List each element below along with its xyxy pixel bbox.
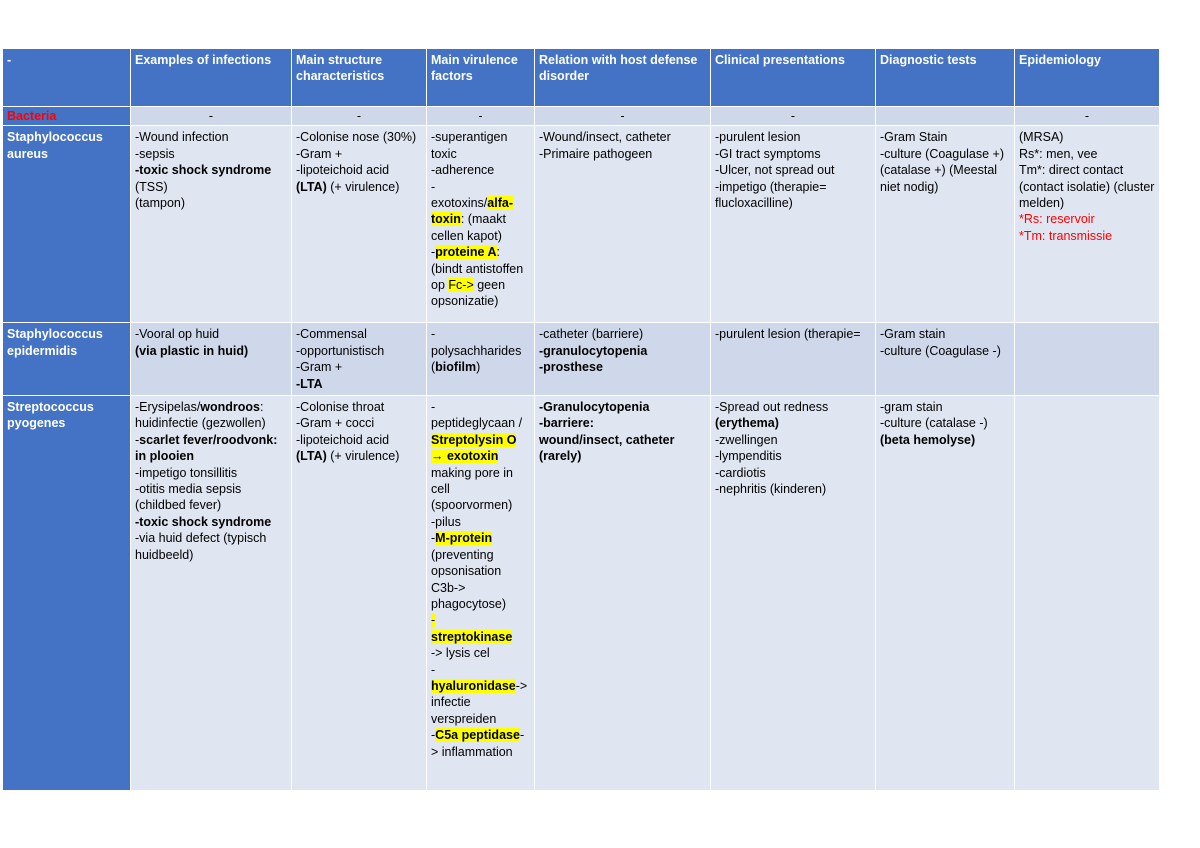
cell-line [715, 146, 871, 162]
cell-text: -gram stain [880, 400, 943, 415]
category-label: Bacteria [3, 107, 131, 126]
cell-text: (preventing opsonisation C3b-> phagocytose) [431, 547, 507, 611]
cell-text: -cardiotis [715, 465, 766, 480]
cell-clinical [711, 396, 876, 791]
cell-line [431, 514, 530, 530]
cell-text: - [431, 662, 436, 677]
cell-text: -impetigo tonsillitis [135, 465, 238, 480]
cell-text: (tampon) [135, 196, 186, 211]
cell-text: -lipoteichoid acid [296, 432, 390, 447]
cell-line [431, 612, 530, 628]
cell-text: -Ulcer, not spread out [715, 163, 835, 178]
cell-text: (+ virulence) [326, 449, 400, 464]
cell-text: scarlet fever/roodvonk: in plooien [135, 432, 278, 464]
highlighted-text: streptokinase [431, 629, 513, 644]
cell-text: -pilus [431, 514, 461, 529]
organism-name: Staphylococcus epidermidis [3, 323, 131, 396]
header-diagnostic: Diagnostic tests [876, 49, 1015, 107]
cell-text: - [431, 245, 436, 260]
cell-text: -> inflammation [431, 728, 525, 759]
cell-line [1019, 228, 1155, 244]
cell-text: (via plastic in huid) [135, 343, 249, 358]
cell-text: -Wound/insect, catheter [539, 130, 671, 145]
cell-line [431, 727, 530, 760]
cell-line [880, 326, 1010, 342]
cell-host-defense [535, 126, 711, 323]
cell-line [135, 432, 287, 465]
category-cell [876, 107, 1015, 126]
cell-line [296, 162, 422, 195]
cell-virulence [427, 396, 535, 791]
cell-text: - [135, 432, 140, 447]
cell-line [431, 129, 530, 162]
highlighted-text: hyaluronidase [431, 678, 516, 693]
cell-line [431, 326, 530, 342]
category-cell: - [131, 107, 292, 126]
cell-text: (LTA) [296, 449, 327, 464]
cell-line [539, 326, 706, 342]
cell-text: -Erysipelas/ [135, 400, 201, 415]
cell-line [135, 129, 287, 145]
header-row [3, 49, 1160, 107]
cell-text: -culture (Coagulase +) (catalase +) (Meestal niet nodig) [880, 146, 1005, 194]
cell-text: -prosthese [539, 360, 603, 375]
cell-text: -adherence [431, 163, 495, 178]
cell-text: -barriere: [539, 416, 594, 431]
cell-text: -Gram + [296, 360, 343, 375]
cell-text: -culture (catalase -) [880, 416, 988, 431]
cell-line [880, 432, 1010, 448]
cell-text: -toxic shock syndrome [135, 163, 272, 178]
cell-line [715, 129, 871, 145]
cell-epidemiology [1015, 323, 1160, 396]
header-structure: Main structure characteristics [292, 49, 427, 107]
cell-line [296, 343, 422, 359]
cell-text: (LTA) [296, 179, 327, 194]
cell-text: -Colonise throat [296, 400, 385, 415]
cell-examples [131, 323, 292, 396]
cell-line [715, 399, 871, 432]
cell-line [1019, 211, 1155, 227]
cell-text: peptideglycaan / [431, 416, 523, 431]
cell-text: - [431, 531, 436, 546]
cell-text: -lipoteichoid acid [296, 163, 390, 178]
cell-line [880, 399, 1010, 415]
table-row [3, 323, 1160, 396]
cell-line [1019, 146, 1155, 162]
cell-line [431, 432, 530, 514]
cell-line [431, 399, 530, 415]
cell-line [539, 146, 706, 162]
cell-epidemiology [1015, 396, 1160, 791]
cell-text: Tm*: direct contact (contact isolatie) (cluster melden) [1019, 163, 1155, 211]
cell-line [880, 415, 1010, 431]
cell-text: ) [476, 360, 481, 375]
cell-text: -lympenditis [715, 449, 782, 464]
cell-text: -impetigo (therapie= flucloxacilline) [715, 179, 827, 211]
cell-line [135, 162, 287, 195]
cell-text: -purulent lesion (therapie= [715, 327, 861, 342]
cell-text: (+ virulence) [326, 179, 400, 194]
cell-examples [131, 396, 292, 791]
cell-text: -> lysis cel [431, 646, 490, 661]
cell-line [296, 376, 422, 392]
cell-text: -catheter (barriere) [539, 327, 644, 342]
category-cell: - [535, 107, 711, 126]
cell-text: (erythema) [715, 416, 779, 431]
cell-text: wound/insect, catheter (rarely) [539, 432, 675, 464]
cell-text: - [431, 179, 436, 194]
cell-line [135, 343, 287, 359]
cell-line [431, 415, 530, 431]
cell-text: -Gram stain [880, 327, 946, 342]
cell-clinical [711, 323, 876, 396]
cell-text: : huidinfectie (gezwollen) [135, 400, 266, 431]
cell-line [539, 415, 706, 431]
cell-line [1019, 162, 1155, 211]
cell-text: ( [431, 360, 436, 375]
cell-line [135, 146, 287, 162]
cell-text: -Gram Stain [880, 130, 948, 145]
cell-line [715, 432, 871, 448]
table-row [3, 126, 1160, 323]
cell-line [539, 359, 706, 375]
cell-text: : (maakt cellen kapot) [431, 212, 507, 243]
category-cell: - [711, 107, 876, 126]
cell-text: Rs*: men, vee [1019, 146, 1098, 161]
cell-line [135, 465, 287, 481]
cell-text: -Granulocytopenia [539, 400, 650, 415]
cell-text: *Rs: reservoir [1019, 212, 1095, 227]
cell-text: -LTA [296, 376, 323, 391]
cell-line [715, 465, 871, 481]
cell-text: biofilm [435, 360, 477, 375]
cell-diagnostic [876, 396, 1015, 791]
cell-text: -Primaire pathogeen [539, 146, 653, 161]
cell-text: -nephritis (kinderen) [715, 482, 827, 497]
cell-line [135, 195, 287, 211]
cell-line [431, 162, 530, 178]
organism-name: Staphylococcus aureus [3, 126, 131, 323]
cell-line [296, 399, 422, 415]
cell-line [880, 129, 1010, 145]
cell-line [296, 415, 422, 431]
cell-text: making pore in cell (spoorvormen) [431, 465, 513, 513]
cell-text: -> infectie verspreiden [431, 678, 528, 726]
cell-text: -Spread out redness [715, 400, 829, 415]
cell-line [296, 432, 422, 465]
cell-line [135, 530, 287, 563]
highlighted-text: Fc-> [448, 278, 474, 293]
cell-text: -otitis media sepsis (childbed fever) [135, 482, 242, 513]
cell-line [296, 326, 422, 342]
cell-line [135, 514, 287, 530]
cell-line [431, 629, 530, 645]
cell-structure [292, 396, 427, 791]
cell-text: geen opsonizatie) [431, 278, 506, 309]
header-clinical: Clinical presentations [711, 49, 876, 107]
header-corner: - [3, 49, 131, 107]
cell-text: -Gram + [296, 146, 343, 161]
cell-epidemiology [1015, 126, 1160, 323]
cell-line [715, 481, 871, 497]
cell-text: -Wound infection [135, 130, 229, 145]
cell-text: wondroos [200, 400, 261, 415]
cell-line [715, 326, 871, 342]
cell-line [431, 530, 530, 612]
cell-diagnostic [876, 323, 1015, 396]
table-row [3, 396, 1160, 791]
cell-text: polysachharides [431, 343, 522, 358]
cell-virulence [427, 323, 535, 396]
cell-examples [131, 126, 292, 323]
highlighted-text: C5a peptidase [435, 728, 520, 743]
cell-text: - [431, 728, 436, 743]
cell-line [296, 359, 422, 375]
cell-structure [292, 323, 427, 396]
cell-line [431, 645, 530, 661]
cell-line [431, 195, 530, 244]
cell-line [880, 146, 1010, 195]
cell-text: - [431, 327, 436, 342]
highlighted-text: Streptolysin O → exotoxin [431, 432, 517, 464]
cell-clinical [711, 126, 876, 323]
cell-line [715, 448, 871, 464]
cell-text: -sepsis [135, 146, 175, 161]
table-body [3, 49, 1160, 791]
cell-text: -superantigen toxic [431, 130, 508, 161]
cell-line [539, 432, 706, 465]
cell-line [1019, 129, 1155, 145]
cell-text: -Vooral op huid [135, 327, 220, 342]
cell-diagnostic [876, 126, 1015, 323]
cell-line [431, 678, 530, 727]
cell-text: -GI tract symptoms [715, 146, 821, 161]
header-virulence: Main virulence factors [427, 49, 535, 107]
cell-line [135, 399, 287, 432]
cell-text: -granulocytopenia [539, 343, 648, 358]
category-cell: - [1015, 107, 1160, 126]
cell-structure [292, 126, 427, 323]
cell-text: -culture (Coagulase -) [880, 343, 1001, 358]
cell-host-defense [535, 323, 711, 396]
cell-line [880, 343, 1010, 359]
highlighted-text: proteine A [435, 245, 497, 260]
cell-line [715, 162, 871, 178]
cell-text: -toxic shock syndrome [135, 514, 272, 529]
cell-text: -purulent lesion [715, 130, 801, 145]
cell-text: *Tm: transmissie [1019, 228, 1113, 243]
header-host-defense: Relation with host defense disorder [535, 49, 711, 107]
header-epidemiology: Epidemiology [1015, 49, 1160, 107]
cell-line [431, 359, 530, 375]
cell-line [431, 179, 530, 195]
cell-text: -Gram + cocci [296, 416, 375, 431]
cell-text: -via huid defect (typisch huidbeeld) [135, 531, 267, 562]
cell-line [296, 146, 422, 162]
cell-line [539, 129, 706, 145]
cell-line [135, 326, 287, 342]
highlighted-text: alfa-toxin [431, 196, 513, 227]
organism-name: Streptococcus pyogenes [3, 396, 131, 791]
cell-text: -opportunistisch [296, 343, 385, 358]
highlighted-text: M-protein [435, 531, 493, 546]
cell-line [135, 481, 287, 514]
cell-text: (beta hemolyse) [880, 432, 976, 447]
cell-line [296, 129, 422, 145]
cell-text: -Colonise nose (30%) [296, 130, 417, 145]
cell-line [539, 343, 706, 359]
cell-text: - [431, 400, 436, 415]
highlighted-text: - [431, 613, 436, 628]
cell-text: exotoxins/ [431, 196, 488, 211]
cell-text: -Commensal [296, 327, 367, 342]
category-cell: - [292, 107, 427, 126]
cell-virulence [427, 126, 535, 323]
cell-host-defense [535, 396, 711, 791]
cell-line [431, 343, 530, 359]
cell-line [539, 399, 706, 415]
cell-text: : (bindt antistoffen op [431, 245, 524, 293]
cell-text: -zwellingen [715, 432, 778, 447]
pathogen-table [2, 48, 1160, 791]
cell-line [431, 662, 530, 678]
category-cell: - [427, 107, 535, 126]
category-row [3, 107, 1160, 126]
cell-text: (TSS) [135, 179, 168, 194]
cell-line [715, 179, 871, 212]
cell-line [431, 244, 530, 310]
cell-text: (MRSA) [1019, 130, 1064, 145]
header-examples: Examples of infections [131, 49, 292, 107]
